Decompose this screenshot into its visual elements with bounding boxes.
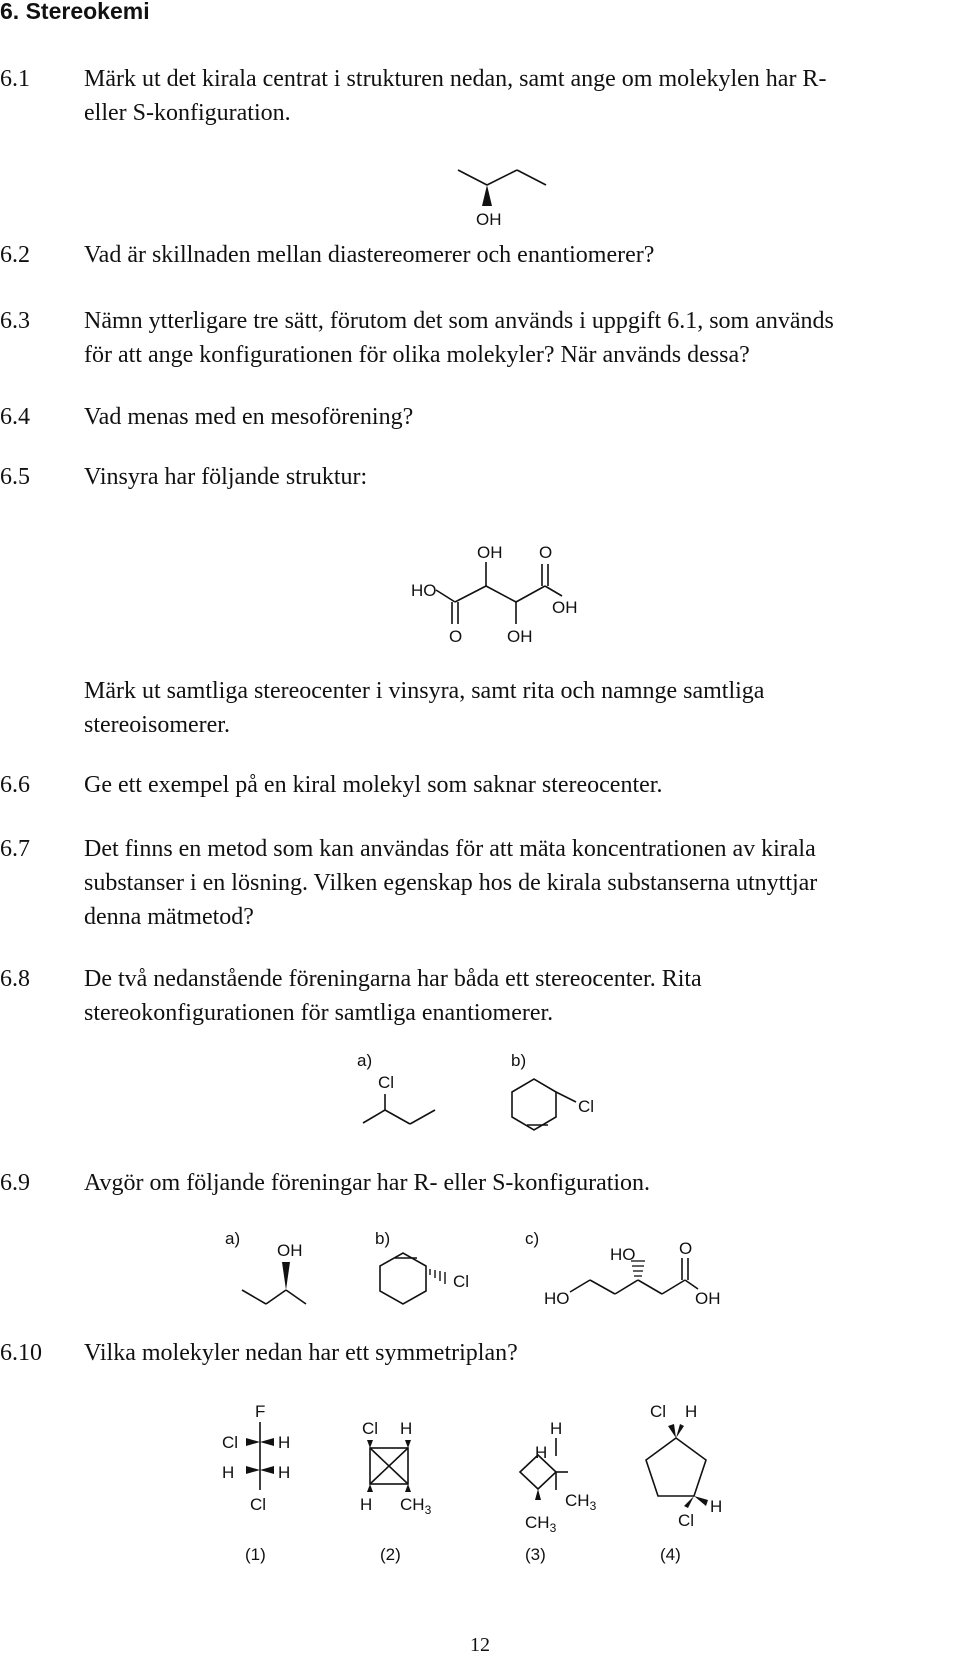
oh-label: OH [277,1241,303,1260]
h-label: H [278,1463,291,1482]
structure-butanol [430,160,550,240]
cl-label: Cl [453,1272,470,1291]
o-label: O [679,1239,693,1258]
question-number: 6.9 [0,1170,30,1196]
cl-label: Cl [678,1511,695,1530]
question-text: Vinsyra har följande struktur: [84,464,368,490]
question-number: 6.4 [0,404,30,430]
h-label: H [360,1495,373,1514]
cl-label: Cl [250,1495,267,1514]
structures-6-8 [350,1050,670,1140]
cl-label: Cl [378,1073,395,1092]
ch3-label: $CH_3$ [525,1513,557,1535]
o-label: O [449,627,463,646]
question-number: 6.2 [0,242,30,268]
label-c: c) [525,1229,540,1248]
h-label: H [400,1419,413,1438]
question-number: 6.8 [0,966,30,992]
structures-6-9 [210,1229,750,1312]
question-number: 6.5 [0,464,30,490]
question-text: De två nedanstående föreningarna har båda ett stereocenter. Rita stereokonfigurationen för samtliga enantiomerer. [84,966,702,1026]
section-heading: 6. Stereokemi [0,0,150,24]
question-number: 6.10 [0,1340,42,1366]
label-3: (3) [525,1545,546,1564]
label-1: (1) [245,1545,266,1564]
question-text: Vad är skillnaden mellan diastereomerer och enantiomerer? [84,242,655,268]
structure-tartaric-acid [400,540,600,646]
ho-label: HO [610,1245,636,1264]
question-text: Avgör om följande föreningar har R- eller S-konfiguration. [84,1170,651,1196]
h-label: H [550,1419,563,1438]
question-number: 6.1 [0,66,30,92]
structures-6-10 [210,1400,750,1580]
question-number: 6.6 [0,772,30,798]
oh-label: OH [476,210,502,229]
ho-label: HO [411,581,437,600]
ho-label: HO [544,1289,570,1308]
h-label: H [685,1402,698,1421]
label-2: (2) [380,1545,401,1564]
label-4: (4) [660,1545,681,1564]
ch3-label: $CH_3$ [400,1495,432,1517]
question-text: Vilka molekyler nedan har ett symmetriplan? [84,1340,518,1366]
question-text: Märk ut samtliga stereocenter i vinsyra, samt rita och namnge samtliga stereoisomerer. [84,678,765,738]
h-label: H [535,1443,548,1462]
oh-label: OH [477,543,503,562]
h-label: H [278,1433,291,1452]
question-number: 6.7 [0,836,30,862]
label-a: a) [225,1229,241,1248]
question-text: Vad menas med en mesoförening? [84,404,414,430]
cl-label: Cl [222,1433,239,1452]
ch3-label: $CH_3$ [565,1491,597,1513]
cl-label: Cl [578,1097,595,1116]
o-label: O [539,543,553,562]
h-label: H [710,1497,723,1516]
h-label: H [222,1463,235,1482]
oh-label: OH [695,1289,721,1308]
question-text: Märk ut det kirala centrat i strukturen nedan, samt ange om molekylen har R- eller S-konfiguration. [84,66,827,126]
f-label: F [255,1402,266,1421]
oh-label: OH [507,627,533,646]
cl-label: Cl [650,1402,667,1421]
label-b: b) [511,1051,527,1070]
question-text: Ge ett exempel på en kiral molekyl som saknar stereocenter. [84,772,663,798]
label-a: a) [357,1051,373,1070]
page-number: 12 [470,1634,490,1656]
label-b: b) [375,1229,391,1248]
question-text: Nämn ytterligare tre sätt, förutom det som används i uppgift 6.1, som används för att ange konfigurationen för olika molekyler? När används dessa? [84,308,834,368]
oh-label: OH [552,598,578,617]
question-text: Det finns en metod som kan användas för att mäta koncentrationen av kirala substanser i en lösning. Vilken egenskap hos de kirala substanserna utnyttjar denna mätmetod? [84,836,818,930]
cl-label: Cl [362,1419,379,1438]
question-number: 6.3 [0,308,30,334]
